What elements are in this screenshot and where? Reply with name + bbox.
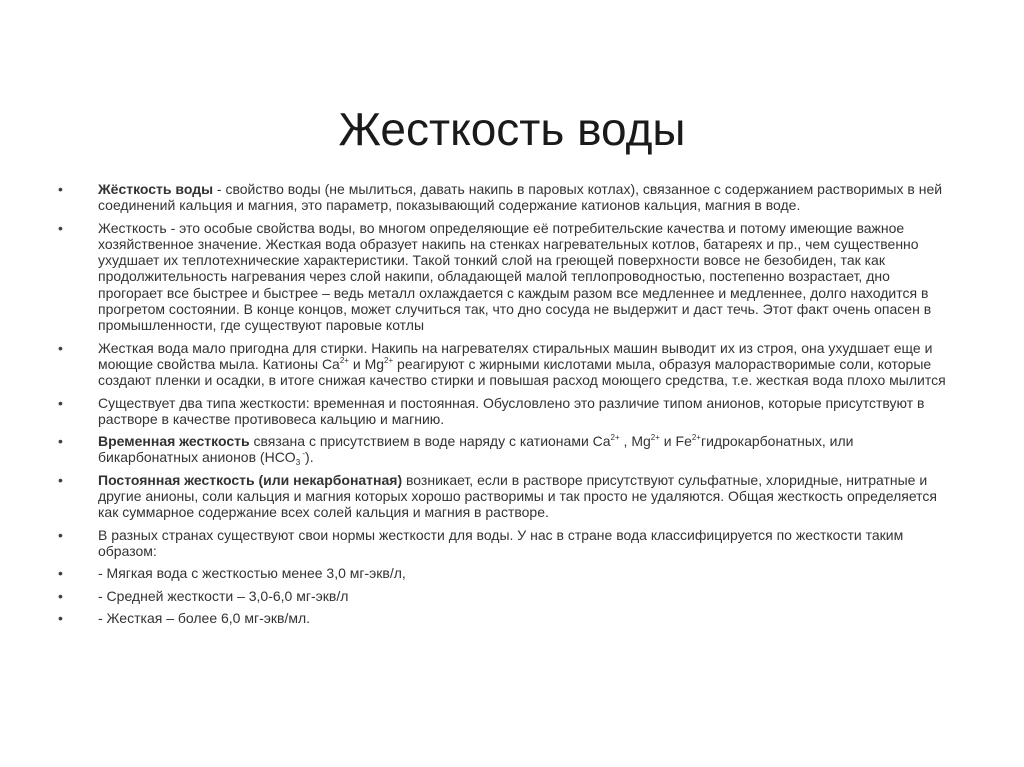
term-permanent-hardness: Постоянная жесткость (или некарбонатная) [98,471,403,488]
bullet-item-norms [58,526,956,560]
bullet-text: реагируют с жирными кислотами мыла, образуя малорастворимые соли, которые создают пленки и осадки, в итоге снижая качество стирки и повышая расход моющего средства, т.е. жесткая вода плохо мылится [98,355,946,389]
formula-subscript: 3 [295,458,301,468]
bullet-item-hardness-types [58,394,956,428]
bullet-text: - Средней жесткости – 3,0-6,0 мг-экв/л [98,587,349,604]
bullet-text: В разных странах существуют свои нормы жесткости для воды. У нас в стране вода классифицируется по жесткости таким образом: [98,526,904,559]
bullet-icon: • [58,433,63,450]
term-hardness: Жёсткость воды [98,181,214,197]
bullet-text: Существует два типа жесткости: временная и постоянная. Обусловлено это различие типом анионов, которые присутствуют в растворе в качестве противовеса кальцию и магнию. [98,394,925,427]
charge-superscript: - [300,449,306,459]
charge-superscript: 2+ [384,355,394,365]
bullet-icon: • [58,587,63,604]
bullet-icon: • [58,394,63,411]
bullet-text: , Mg [619,433,651,450]
bullet-text: гидрокарбонатных, или бикарбонатных анионов (HCO [98,433,854,466]
charge-superscript: 2+ [650,433,660,443]
bullet-list [58,181,956,632]
bullet-item-temporary-hardness [58,433,956,468]
bullet-icon: • [58,219,63,236]
bullet-text: и Mg [348,355,385,372]
bullet-item-permanent-hardness [58,471,956,521]
slide-title: Жесткость воды [338,102,686,155]
bullet-item-soft-water [58,565,956,582]
bullet-text: - Жесткая – более 6,0 мг-экв/мл. [98,609,311,626]
charge-superscript: 2+ [691,433,701,443]
bullet-text: ). [305,449,314,466]
bullet-icon: • [58,471,63,488]
bullet-text: Жесткость - это особые свойства воды, во многом определяющие её потребительские качества и потому имеющие важное хозяйственное значение. Жесткая вода образует накипь на стенках нагревательных котлов, батареях и пр., чем существенно ухудшает их теплотехнические характеристики. Такой тонкий слой на греющей поверхности вовсе не безобиден, так как продолжительность нагревания через слой накипи, обладающей малой теплопроводностью, постепенно возрастает, дно прогорает все быстрее и быстрее – ведь металл охлаждается с каждым разом все медленнее и медленнее, долго находится в прогретом состоянии. В конце концов, может случиться так, что дно сосуда не выдержит и даст течь. Этот факт очень опасен в промышленности, где существуют паровые котлы [98,219,932,334]
bullet-item-hard-water [58,609,956,626]
bullet-item-medium-water [58,587,956,604]
bullet-icon: • [58,181,63,197]
bullet-text: - Мягкая вода с жесткостью менее 3,0 мг-экв/л, [98,565,406,582]
bullet-icon: • [58,526,63,543]
bullet-text: и Fe [659,433,692,450]
bullet-icon: • [58,609,63,626]
bullet-icon: • [58,565,63,582]
charge-superscript: 2+ [339,355,349,365]
bullet-text: - свойство воды (не мылиться, давать накипь в паровых котлах), связанное с содержанием растворимых в ней соединений кальция и магния, это параметр, показывающий содержание катионов кальция, магния в воде. [98,181,943,214]
bullet-item-hardness-definition [58,181,956,214]
bullet-item-washing [58,339,956,389]
bullet-text: связана с присутствием в воде наряду с катионами Ca [249,433,611,450]
bullet-text: Жесткая вода мало пригодна для стирки. Накипь на нагревателях стиральных машин выводит их из строя, она ухудшает еще и моющие свойства мыла. Катионы Ca [98,339,933,372]
charge-superscript: 2+ [610,433,620,443]
bullet-text: возникает, если в растворе присутствуют сульфатные, хлоридные, нитратные и другие анионы, соли кальция и магния которых хорошо растворимы и так просто не удаляются. Общая жесткость определяется как суммарное содержание всех солей кальция и магния в растворе. [98,471,937,521]
bullet-icon: • [58,339,63,356]
bullet-item-hardness-properties [58,219,956,334]
term-temporary-hardness: Временная жесткость [98,433,250,450]
